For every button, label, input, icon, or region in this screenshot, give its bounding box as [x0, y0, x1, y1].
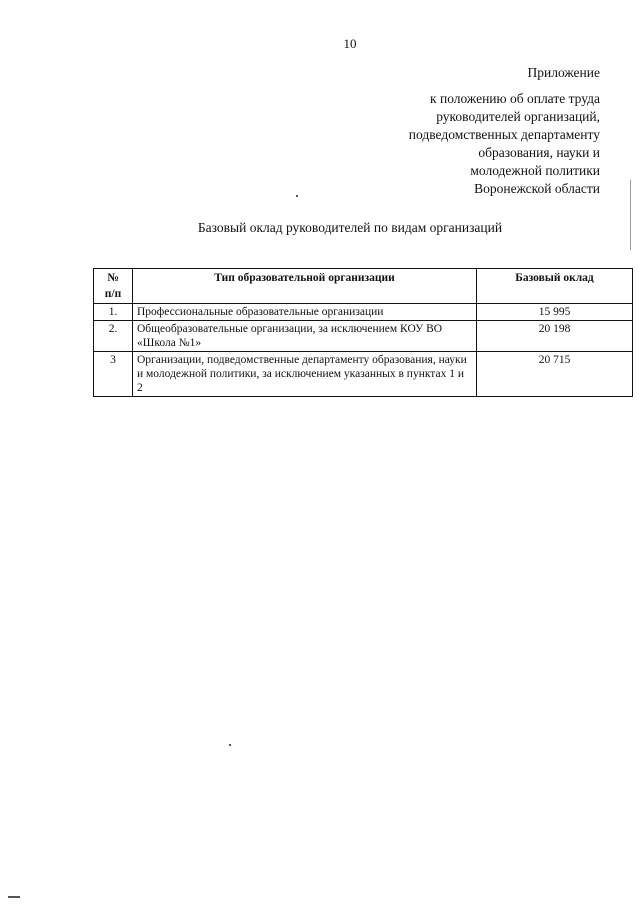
header-num-abbr: п/п [104, 288, 122, 300]
row-salary: 20 715 [477, 352, 633, 397]
row-num: 3 [94, 352, 133, 397]
row-type: Профессиональные образовательные организации [133, 304, 477, 321]
table-row [94, 304, 633, 321]
scan-speck [229, 744, 231, 746]
header-salary: Базовый оклад [477, 269, 633, 304]
row-num: 1. [94, 304, 133, 321]
row-num: 2. [94, 321, 133, 352]
appendix-line: руководителей организаций, [436, 109, 600, 124]
appendix-line: подведомственных департаменту [408, 127, 600, 142]
appendix-line: молодежной политики [470, 163, 600, 178]
row-salary: 15 995 [477, 304, 633, 321]
document-title: Базовый оклад руководителей по видам организаций [197, 220, 503, 235]
appendix-line: образования, науки и [478, 145, 600, 160]
page-number: 10 [343, 36, 357, 51]
appendix-line: к положению об оплате труда [430, 91, 600, 106]
scan-speck [296, 195, 298, 197]
row-type: Организации, подведомственные департаменту образования, науки и молодежной политики, за исключением указанных в пунктах 1 и 2 [133, 352, 477, 397]
salary-table [93, 268, 633, 397]
appendix-block [330, 64, 600, 198]
header-type: Тип образовательной организации [133, 269, 477, 304]
scan-speck [630, 180, 631, 250]
table-row [94, 321, 633, 352]
scan-speck [8, 896, 20, 898]
header-num-symbol: № [107, 272, 119, 284]
appendix-line: Воронежской области [474, 181, 600, 196]
table-row [94, 352, 633, 397]
header-num [94, 269, 133, 304]
row-type: Общеобразовательные организации, за исключением КОУ ВО «Школа №1» [133, 321, 477, 352]
table-header-row [94, 269, 633, 304]
row-salary: 20 198 [477, 321, 633, 352]
appendix-heading: Приложение [527, 65, 600, 80]
